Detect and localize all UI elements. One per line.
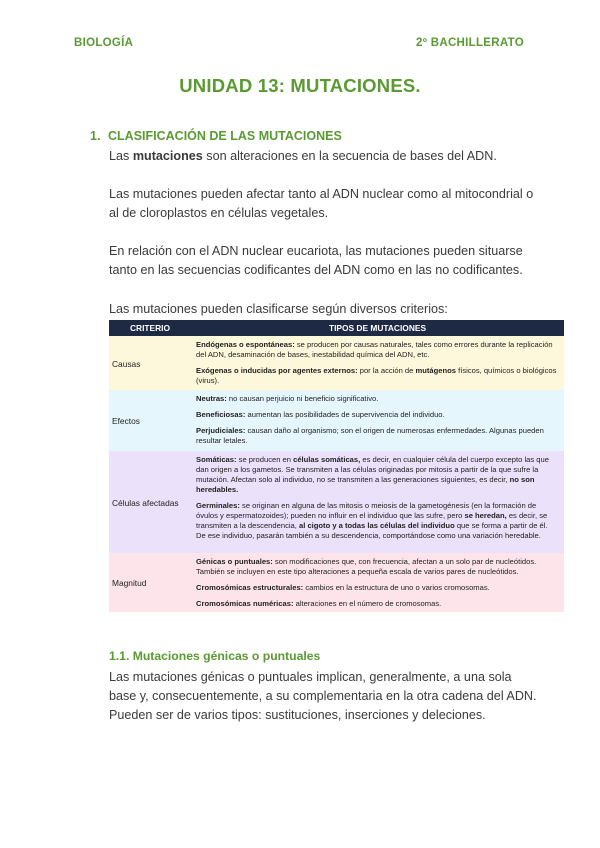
type-description: son modificaciones que, con frecuencia, afectan a un solo par de nucleótidos. También se incluyen en este tipo alteraciones a pequeña escala de varios pares de nucleótidos. [196, 557, 537, 576]
mutation-classification-table [109, 320, 564, 612]
types-cell [191, 553, 564, 612]
paragraph-text: Las mutaciones génicas o puntuales implican, generalmente, a una sola base y, consecuentemente, a su complementaria en la otra cadena del ADN. [109, 670, 537, 703]
types-cell [191, 390, 564, 451]
page-title: UNIDAD 13: MUTACIONES. [179, 75, 421, 96]
paragraph-nuclear-dna: En relación con el ADN nuclear eucariota, las mutaciones pueden situarse tanto en las secuencias codificantes del ADN como en las no codificantes. [109, 244, 523, 277]
paragraph-criteria-intro: Las mutaciones pueden clasificarse según diversos criterios: [109, 302, 448, 316]
type-entry [196, 599, 559, 609]
type-description: alteraciones en el número de cromosomas. [293, 599, 442, 608]
type-term: Beneficiosas: [196, 410, 246, 419]
bold-term: mutaciones [132, 149, 203, 163]
criterion-cell: Células afectadas [109, 451, 191, 553]
section-heading [90, 129, 342, 143]
paragraph-definition [109, 147, 539, 166]
type-description: físicos, químicos o biológicos (virus). [196, 366, 557, 385]
type-description: que se forma a partir de él. De ese individuo, pasarán también a su descendencia, comportándose como una variación heredable. [196, 521, 548, 540]
type-entry [196, 366, 559, 386]
type-term: Génicas o puntuales: [196, 557, 273, 566]
table-header-row [109, 320, 564, 336]
paragraph-point-mutations [109, 668, 539, 725]
type-term: Cromosómicas estructurales: [196, 583, 304, 592]
type-description: se producen en [236, 455, 294, 464]
column-header-criterion: CRITERIO [109, 320, 191, 336]
type-term: Endógenas o espontáneas: [196, 340, 295, 349]
paragraph-text: Pueden ser de varios tipos: sustituciones, inserciones y deleciones. [109, 708, 486, 722]
type-description: es decir, se transmiten a la descendencia, [196, 511, 548, 530]
type-term: Somáticas: [196, 455, 237, 464]
criterion-cell: Causas [109, 336, 191, 390]
types-cell [191, 451, 564, 553]
type-entry [196, 340, 559, 360]
criterion-cell: Magnitud [109, 553, 191, 612]
type-entry [196, 426, 559, 446]
type-description: causan daño al organismo; son el origen de numerosas enfermedades. Algunas pueden resultar letales. [196, 426, 544, 445]
type-entry [196, 501, 559, 541]
type-term: mutágenos [415, 366, 456, 375]
types-cell [191, 336, 564, 390]
table-row [109, 390, 564, 451]
header-subject: BIOLOGÍA [74, 37, 134, 49]
type-description: por la acción de [357, 366, 416, 375]
type-entry [196, 583, 559, 593]
paragraph-text: Las [109, 149, 133, 163]
type-term: Germinales: [196, 501, 240, 510]
paragraph-text: son alteraciones en la secuencia de bases del ADN. [202, 149, 497, 163]
type-description: cambios en la estructura de uno o varios cromosomas. [303, 583, 490, 592]
table-row [109, 336, 564, 390]
table-row [109, 451, 564, 553]
type-description: no causan perjuicio ni beneficio significativo. [226, 394, 379, 403]
type-term: células somáticas, [293, 455, 361, 464]
type-description: es decir, en cualquier célula del cuerpo excepto las que dan origen a los gametos. Se transmiten a las células originadas por mitosis a partir de la que sufre la mutación. Afectan solo al individuo, no se transmiten a las generaciones siguientes, es decir, [196, 455, 549, 484]
type-term: se heredan, [464, 511, 507, 520]
type-entry [196, 394, 559, 404]
criterion-cell: Efectos [109, 390, 191, 451]
type-term: Neutras: [196, 394, 227, 403]
type-term: Cromosómicas numéricas: [196, 599, 294, 608]
type-entry [196, 410, 559, 420]
header-course: 2º BACHILLERATO [416, 37, 524, 49]
type-description: se producen por causas naturales, tales como errores durante la replicación del ADN, desaminación de bases, inestabilidad química del ADN, etc. [196, 340, 553, 359]
type-entry [196, 455, 559, 495]
section-heading-text: CLASIFICACIÓN DE LAS MUTACIONES [108, 129, 342, 143]
type-term: Exógenas o inducidas por agentes externos: [196, 366, 358, 375]
type-entry [196, 557, 559, 577]
type-term: al cigoto y a todas las células del individuo [299, 521, 455, 530]
table-row [109, 553, 564, 612]
paragraph-affected-dna: Las mutaciones pueden afectar tanto al ADN nuclear como al mitocondrial o al de cloroplastos en células vegetales. [109, 187, 534, 220]
column-header-types: TIPOS DE MUTACIONES [191, 320, 564, 336]
type-description: se originan en alguna de las mitosis o meiosis de la gametogénesis (en la formación de óvulos y espermatozoides); pueden no influir en el individuo que las sufre, pero [196, 501, 537, 520]
type-description: aumentan las posibilidades de supervivencia del individuo. [245, 410, 445, 419]
type-term: Perjudiciales: [196, 426, 246, 435]
section-number: 1. [90, 129, 101, 143]
type-term: no son heredables. [196, 475, 535, 494]
subsection-heading: 1.1. Mutaciones génicas o puntuales [109, 649, 321, 663]
